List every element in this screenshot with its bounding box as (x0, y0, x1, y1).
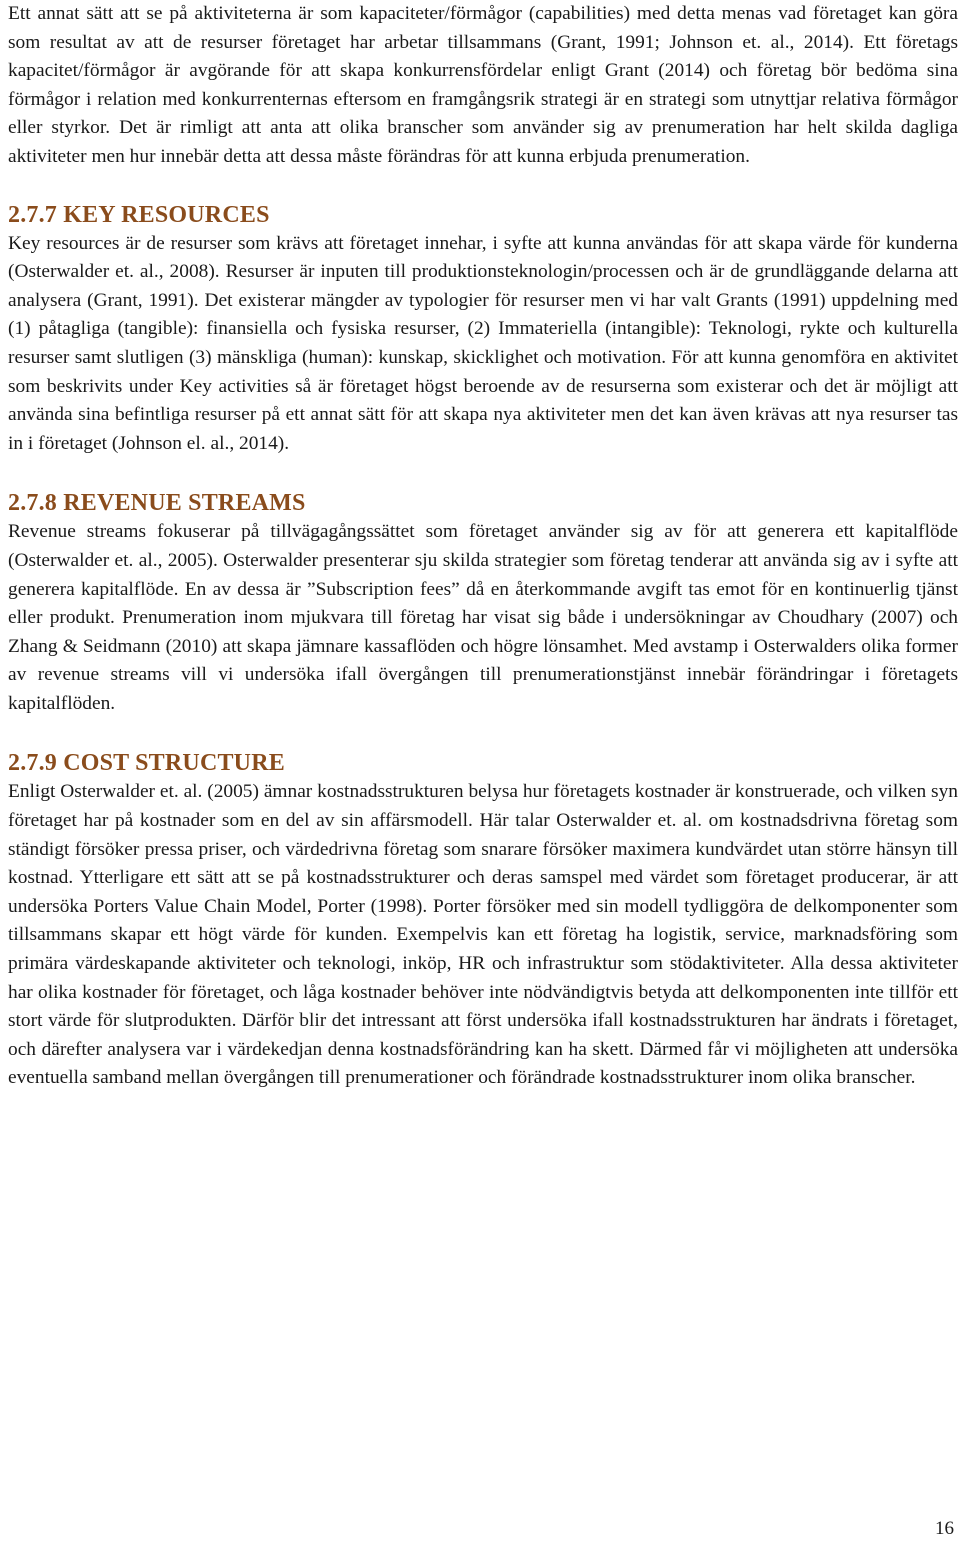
cost-structure-paragraph: Enligt Osterwalder et. al. (2005) ämnar kostnadsstrukturen belysa hur företagets kostnader är konstruerade, och vilken syn företaget har på kostnader som en del av sin affärsmodell. Här talar Osterwalder et. al. om kostnadsdrivna företag som ständigt försöker pressa priser, och värdedrivna företag som snarare försöker maximera kundvärdet utan större hänsyn till kostnad. Ytterligare ett sätt att se på kostnadsstrukturer och deras samspel med värdet som företaget producerar, är att undersöka Porters Value Chain Model, Porter (1998). Porter försöker med sin modell tydliggöra de delkomponenter som tillsammans skapar ett högt värde för kunden. Exempelvis kan ett företag ha logistik, service, marknadsföring som primära värdeskapande aktiviteter och teknologi, inköp, HR och infrastruktur som stödaktiviteter. Alla dessa aktiviteter har olika kostnader för företaget, och låga kostnader behöver inte nödvändigtvis betyda att delkomponenten inte tillför ett stort värde för slutprodukten. Därför blir det intressant att först undersöka ifall kostnadsstrukturen har ändrats i företaget, och därefter analysera var i värdekedjan denna kostnadsförändring kan ha skett. Därmed får vi möjligheten att undersöka eventuella samband mellan övergången till prenumerationer och förändrade kostnadsstrukturer inom olika branscher. (8, 781, 958, 1089)
page-number: 16 (935, 1518, 954, 1539)
document-page (8, 0, 958, 1093)
heading-cost-structure: 2.7.9 COST STRUCTURE (8, 750, 285, 777)
intro-paragraph: Ett annat sätt att se på aktiviteterna är som kapaciteter/förmågor (capabilities) med detta menas vad företaget kan göra som resultat av att de resurser företaget har arbetar tillsammans (Grant, 1991; Johnson et. al., 2014). Ett företags kapacitet/förmågor är avgörande för att skapa konkurrensfördelar enligt Grant (2014) och företag bör bedöma sina förmågor i relation med konkurrenternas eftersom en framgångsrik strategi är en strategi som utnyttjar relativa förmågor eller styrkor. Det är rimligt att anta att olika branscher som använder sig av prenumeration har helt skilda dagliga aktiviteter men hur innebär detta att dessa måste förändras för att kunna erbjuda prenumeration. (8, 3, 958, 167)
key-resources-paragraph: Key resources är de resurser som krävs att företaget innehar, i syfte att kunna användas för att skapa värde för kunderna (Osterwalder et. al., 2008). Resurser är inputen till produktionsteknologin/processen och är de grundläggande delarna att analysera (Grant, 1991). Det existerar mängder av typologier för resurser men vi har valt Grants (1991) uppdelning med (1) påtagliga (tangible): finansiella och fysiska resurser, (2) Immateriella (intangible): Teknologi, rykte och kulturella resurser samt slutligen (3) mänskliga (human): kunskap, skicklighet och motivation. För att kunna genomföra en aktivitet som beskrivits under Key activities så är företaget högst beroende av de resurserna som existerar och det är möjligt att använda sina befintliga resurser på ett annat sätt för att skapa nya aktiviteter men det kan även krävas att nya resurser tas in i företaget (Johnson el. al., 2014). (8, 232, 958, 454)
heading-key-resources: 2.7.7 KEY RESOURCES (8, 201, 270, 228)
heading-revenue-streams: 2.7.8 REVENUE STREAMS (8, 490, 306, 517)
revenue-streams-paragraph: Revenue streams fokuserar på tillvägagångssättet som företaget använder sig av för att generera ett kapitalflöde (Osterwalder et. al., 2005). Osterwalder presenterar sju skilda strategier som företag tenderar att använda sig av i syfte att generera kapitalflöde. En av dessa är ”Subscription fees” då en återkommande avgift tas emot för en kontinuerlig tjänst eller produkt. Prenumeration inom mjukvara till företag har visat sig både i undersökningar av Choudhary (2007) och Zhang & Seidmann (2010) att skapa jämnare kassaflöden och högre lönsamhet. Med avstamp i Osterwalders olika former av revenue streams vill vi undersöka ifall övergången till prenumerationstjänst innebär förändringar i företagets kapitalflöden. (8, 521, 958, 714)
